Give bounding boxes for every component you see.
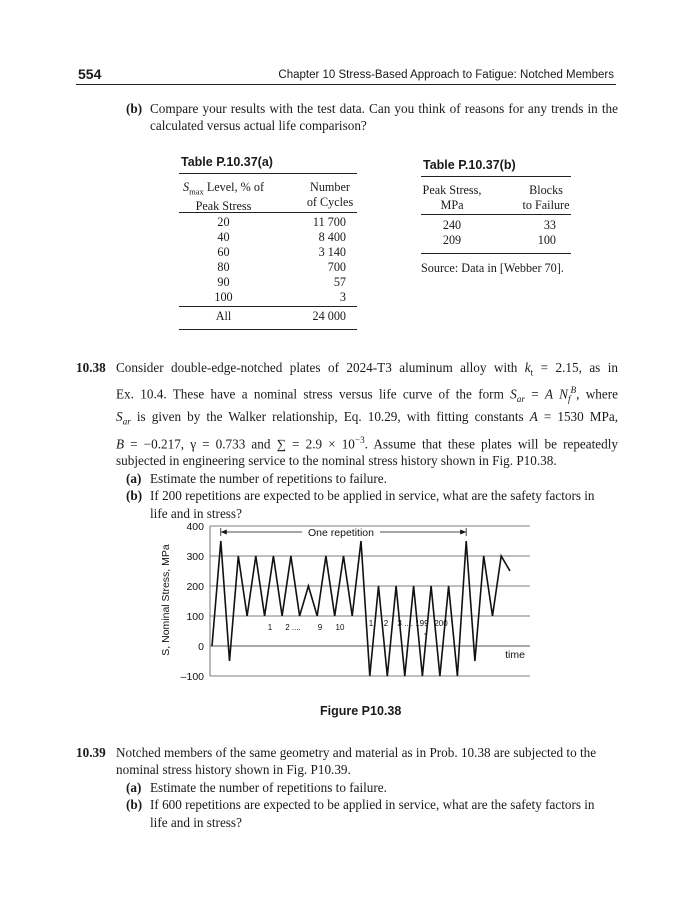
text-span: = 2.15, as in bbox=[533, 360, 618, 375]
table-a-body bbox=[176, 215, 356, 305]
sequence-label: 200 bbox=[434, 619, 448, 628]
table-a-total-row bbox=[176, 309, 356, 325]
part-label: (b) bbox=[126, 101, 143, 116]
p1038-line5: subjected in engineering service to the nominal stress history shown in Fig. P10.38. bbox=[116, 453, 557, 469]
chart-gridlines bbox=[210, 526, 530, 676]
p1039-part-a bbox=[116, 779, 618, 796]
table-a-bottom-rule bbox=[179, 329, 357, 330]
text-span: . Assume that these plates will be repeatedly bbox=[364, 435, 618, 451]
sequence-label: 2 bbox=[383, 619, 389, 628]
part-text: If 600 repetitions are expected to be applied in service, what are the safety factors in bbox=[150, 797, 595, 813]
table-cell-cycles: 3 bbox=[339, 290, 346, 304]
p1038-part-a bbox=[116, 470, 618, 487]
problem-number: 10.39 bbox=[76, 745, 106, 760]
p1038-line2: Ex. 10.4. These have a nominal stress versus life curve of the form $S_{ar} = A$ $N_f^B$, where bbox=[116, 385, 618, 405]
col2-line1: Blocks bbox=[529, 183, 563, 197]
table-b-col2-header bbox=[512, 183, 580, 212]
p1038-line3: $S_{ar}$ is given by the Walker relationship, Eq. 10.29, with fitting constants A = 1530 MPa, bbox=[116, 409, 618, 428]
y-tick-labels bbox=[181, 521, 205, 683]
table-cell-level: 40 bbox=[217, 230, 230, 244]
table-a-total-value: 24 000 bbox=[312, 309, 346, 323]
text-span: = −0.217, γ = 0.733 and ∑ = 2.9 × 10 bbox=[124, 435, 355, 451]
table-cell-blocks: 100 bbox=[537, 233, 556, 247]
table-cell-cycles: 57 bbox=[333, 275, 346, 289]
header-rule bbox=[76, 84, 616, 85]
table-a-top-rule bbox=[179, 173, 357, 174]
table-row bbox=[421, 233, 571, 248]
table-cell-level: 90 bbox=[217, 275, 230, 289]
text-span: = 1530 MPa, bbox=[537, 409, 618, 425]
table-b-body bbox=[421, 218, 571, 248]
col1-line1: Peak Stress, bbox=[422, 183, 482, 197]
table-a-col2-header bbox=[295, 180, 365, 209]
table-a-total-rule bbox=[179, 306, 357, 307]
text-span: is given by the Walker relationship, Eq. 10.29, with fitting constants bbox=[130, 409, 530, 425]
part-text: If 200 repetitions are expected to be applied in service, what are the safety factors in bbox=[150, 488, 595, 504]
table-cell-cycles: 700 bbox=[327, 260, 346, 274]
col1-line2: Peak Stress bbox=[195, 199, 252, 214]
table-cell-cycles: 3 140 bbox=[318, 245, 346, 259]
problem-10-39 bbox=[76, 744, 618, 831]
part-text: life and in stress? bbox=[150, 814, 242, 830]
part-text: life and in stress? bbox=[150, 505, 242, 521]
col1-line2: MPa bbox=[440, 197, 464, 212]
table-cell-level: 100 bbox=[214, 290, 233, 304]
table-cell-cycles: 8 400 bbox=[318, 230, 346, 244]
arrowhead-left bbox=[221, 530, 227, 535]
part-label: (b) bbox=[126, 488, 143, 504]
y-axis-label: S, Nominal Stress, MPa bbox=[160, 544, 172, 656]
col1-sub: max bbox=[189, 186, 204, 197]
table-cell-level: 60 bbox=[217, 245, 230, 259]
table-row bbox=[176, 290, 356, 305]
part-label: (b) bbox=[126, 797, 143, 813]
table-cell-level: 80 bbox=[217, 260, 230, 274]
text-span: Ex. 10.4. These have a nominal stress versus life curve of the form bbox=[116, 386, 511, 402]
arrowhead-right bbox=[460, 530, 466, 535]
table-cell-cycles: 11 700 bbox=[312, 215, 346, 229]
table-cell-level: 20 bbox=[217, 215, 230, 229]
text-span: −3 bbox=[354, 434, 365, 445]
table-row bbox=[176, 215, 356, 230]
figure-caption: Figure P10.38 bbox=[320, 704, 402, 718]
intro-part-b bbox=[128, 100, 618, 135]
p1039-line1: Notched members of the same geometry and material as in Prob. 10.38 are subjected to the bbox=[116, 745, 597, 760]
y-tick-label: 400 bbox=[186, 521, 204, 533]
text-span: , where bbox=[576, 386, 618, 402]
table-row bbox=[176, 275, 356, 290]
y-tick-label: 0 bbox=[198, 641, 204, 653]
repetition-label: One repetition bbox=[308, 527, 374, 539]
sequence-label: 1 bbox=[267, 623, 273, 632]
table-b-title: Table P.10.37(b) bbox=[423, 158, 516, 172]
part-text: Estimate the number of repetitions to failure. bbox=[150, 470, 387, 486]
sequence-label: 2 .... bbox=[285, 623, 301, 632]
col2-line2: of Cycles bbox=[306, 194, 354, 209]
page-number: 554 bbox=[78, 66, 102, 82]
table-b-source: Source: Data in [Webber 70]. bbox=[421, 261, 564, 275]
sequence-label: 10 bbox=[335, 623, 345, 632]
table-cell-blocks: 33 bbox=[543, 218, 556, 232]
table-a-col1-header bbox=[176, 180, 271, 214]
table-b-col1-header bbox=[414, 183, 490, 212]
table-b-header-rule bbox=[421, 214, 571, 215]
col2-line2: to Failure bbox=[522, 197, 570, 212]
table-b-bottom-rule bbox=[421, 253, 571, 254]
sequence-label: 9 bbox=[317, 623, 323, 632]
table-a-header-rule bbox=[179, 212, 357, 213]
figure-p10-38-chart bbox=[150, 510, 550, 685]
sequence-label: 3 .... 199 bbox=[397, 619, 429, 628]
text-span: Consider double-edge-notched plates of 2024-T3 aluminum alloy with bbox=[116, 360, 525, 375]
running-title: Chapter 10 Stress-Based Approach to Fatigue: Notched Members bbox=[278, 69, 614, 81]
p1039-line2: nominal stress history shown in Fig. P10.39. bbox=[116, 762, 351, 778]
part-label: (a) bbox=[126, 470, 142, 486]
table-row bbox=[176, 230, 356, 245]
chart-series bbox=[212, 541, 510, 676]
y-tick-label: –100 bbox=[180, 671, 204, 683]
col2-line1: Number bbox=[310, 180, 350, 194]
p1038-line4: B = −0.217, γ = 0.733 and ∑ = $2.9 \times 10^{-3}$. Assume that these plates will be repeatedly bbox=[116, 434, 618, 451]
p1038-line1: Consider double-edge-notched plates of 2024-T3 aluminum alloy with $k_t = 2.15$, as in bbox=[116, 360, 618, 378]
problem-number: 10.38 bbox=[76, 360, 106, 375]
y-tick-label: 100 bbox=[186, 611, 204, 623]
table-cell-stress: 209 bbox=[442, 233, 462, 247]
table-a-title: Table P.10.37(a) bbox=[181, 155, 273, 169]
p1039-part-b bbox=[116, 796, 618, 831]
table-cell-stress: 240 bbox=[442, 218, 462, 232]
col1-s: S bbox=[182, 180, 190, 194]
table-a-total-label: All bbox=[215, 309, 232, 323]
table-row bbox=[421, 218, 571, 233]
part-text: Estimate the number of repetitions to failure. bbox=[150, 779, 387, 795]
y-tick-label: 200 bbox=[186, 581, 204, 593]
problem-10-38 bbox=[76, 359, 618, 522]
sequence-label: 1 bbox=[368, 619, 374, 628]
part-label: (a) bbox=[126, 779, 142, 795]
time-label: time bbox=[505, 649, 525, 661]
intro-part-b-text: Compare your results with the test data. Can you think of reasons for any trends in the calculated versus actual life comparison? bbox=[150, 101, 618, 134]
table-row bbox=[176, 245, 356, 260]
y-tick-label: 300 bbox=[186, 551, 204, 563]
col1-line1: Level, % of bbox=[206, 180, 265, 194]
chart-annotations bbox=[221, 528, 466, 634]
table-b-top-rule bbox=[421, 176, 571, 177]
series-line bbox=[212, 541, 510, 676]
table-row bbox=[176, 260, 356, 275]
